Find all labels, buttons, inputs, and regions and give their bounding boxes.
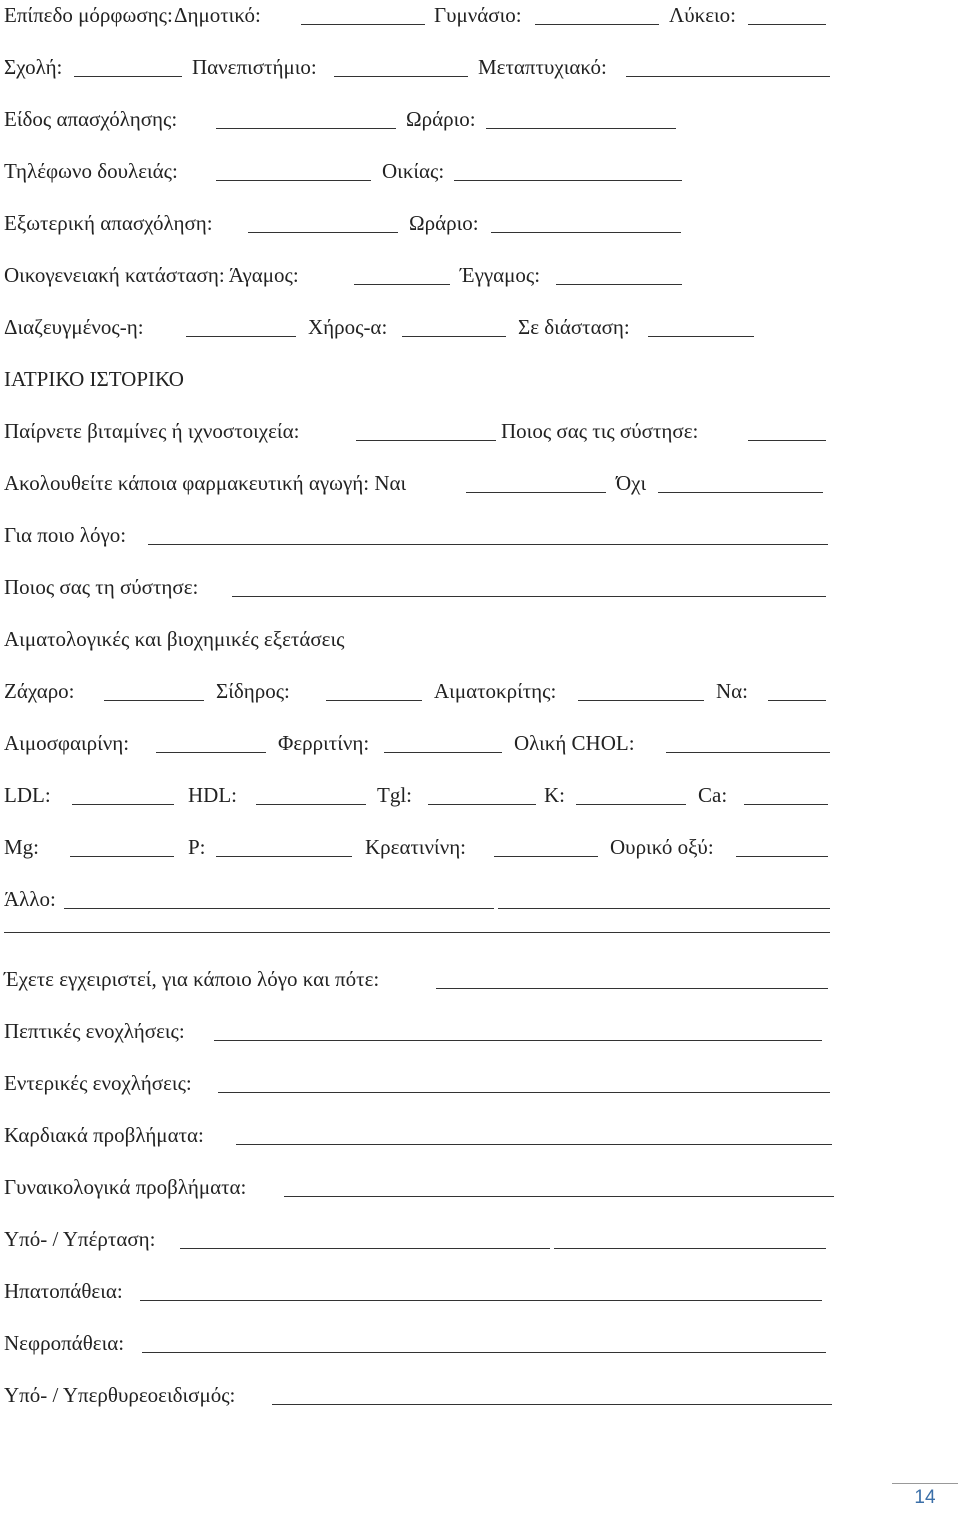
external-job-hours-label: Ωράριο:	[409, 211, 479, 235]
widowed-label: Χήρος-α:	[308, 315, 388, 339]
employment-hours-field[interactable]	[486, 128, 676, 129]
magnesium-label: Mg:	[4, 835, 40, 859]
liver-field[interactable]	[140, 1300, 822, 1301]
other-label: Άλλο:	[4, 887, 56, 911]
primary-field[interactable]	[301, 24, 425, 25]
phosphorus-label: P:	[188, 835, 206, 859]
recommended-label: Ποιος σας τη σύστησε:	[4, 575, 199, 599]
tgl-label: Tgl:	[377, 783, 412, 807]
employment-type-label: Είδος απασχόλησης:	[4, 107, 178, 131]
surgery-label: Έχετε εγχειριστεί, για κάποιο λόγο και πότε:	[4, 967, 380, 991]
married-label: Έγγαμος:	[460, 263, 541, 287]
potassium-label: K:	[544, 783, 565, 807]
cardiac-label: Καρδιακά προβλήματα:	[4, 1123, 204, 1147]
divorced-field[interactable]	[186, 336, 296, 337]
cardiac-field[interactable]	[236, 1144, 832, 1145]
ferritin-field[interactable]	[384, 752, 502, 753]
tgl-field[interactable]	[428, 804, 536, 805]
calcium-field[interactable]	[744, 804, 828, 805]
intestinal-label: Εντερικές ενοχλήσεις:	[4, 1071, 192, 1095]
separated-field[interactable]	[648, 336, 754, 337]
thyroid-field[interactable]	[272, 1404, 832, 1405]
hypertension-field-extra[interactable]	[554, 1248, 826, 1249]
education-label: Επίπεδο μόρφωσης:	[4, 3, 173, 27]
surgery-field[interactable]	[436, 988, 828, 989]
other-field[interactable]	[64, 908, 494, 909]
hematocrit-label: Αιματοκρίτης:	[434, 679, 557, 703]
phosphorus-field[interactable]	[216, 856, 352, 857]
lyceum-label: Λύκειο:	[669, 3, 737, 27]
medication-label: Ακολουθείτε κάποια φαρμακευτική αγωγή: Ναι	[4, 471, 407, 495]
uric-acid-field[interactable]	[736, 856, 828, 857]
hdl-field[interactable]	[256, 804, 366, 805]
employment-hours-label: Ωράριο:	[406, 107, 476, 131]
reason-label: Για ποιο λόγο:	[4, 523, 127, 547]
potassium-field[interactable]	[576, 804, 686, 805]
other-field-extra[interactable]	[498, 908, 830, 909]
married-field[interactable]	[556, 284, 682, 285]
kidney-field[interactable]	[142, 1352, 826, 1353]
vitamins-field[interactable]	[356, 440, 496, 441]
page-number: 14	[914, 1487, 936, 1508]
gymnasium-label: Γυμνάσιο:	[434, 3, 522, 27]
primary-label: Δημοτικό:	[174, 3, 261, 27]
blood-tests-heading: Αιματολογικές και βιοχημικές εξετάσεις	[4, 627, 345, 651]
external-job-hours-field[interactable]	[491, 232, 681, 233]
sugar-field[interactable]	[104, 700, 204, 701]
sodium-label: Να:	[716, 679, 749, 703]
medication-no-field[interactable]	[658, 492, 823, 493]
postgraduate-field[interactable]	[626, 76, 830, 77]
digestive-field[interactable]	[214, 1040, 822, 1041]
marital-label: Οικογενειακή κατάσταση: Άγαμος:	[4, 263, 299, 287]
hemoglobin-field[interactable]	[156, 752, 266, 753]
work-phone-field[interactable]	[216, 180, 371, 181]
ldl-field[interactable]	[72, 804, 174, 805]
ldl-label: LDL:	[4, 783, 51, 807]
vitamins-recommended-label: Ποιος σας τις σύστησε:	[501, 419, 699, 443]
divorced-label: Διαζευγμένος-η:	[4, 315, 144, 339]
external-job-label: Εξωτερική απασχόληση:	[4, 211, 213, 235]
work-phone-label: Τηλέφωνο δουλειάς:	[4, 159, 178, 183]
intestinal-field[interactable]	[218, 1092, 830, 1093]
school-label: Σχολή:	[4, 55, 63, 79]
thyroid-label: Υπό- / Υπερθυρεοειδισμός:	[4, 1383, 236, 1407]
creatinine-label: Κρεατινίνη:	[365, 835, 467, 859]
home-phone-field[interactable]	[454, 180, 682, 181]
hypertension-field[interactable]	[180, 1248, 550, 1249]
reason-field[interactable]	[148, 544, 828, 545]
gymnasium-field[interactable]	[535, 24, 659, 25]
separated-label: Σε διάσταση:	[518, 315, 630, 339]
medication-no-label: Όχι	[616, 471, 647, 495]
postgraduate-label: Μεταπτυχιακό:	[478, 55, 607, 79]
widowed-field[interactable]	[402, 336, 506, 337]
page-number-rule	[892, 1483, 958, 1484]
vitamins-label: Παίρνετε βιταμίνες ή ιχνοστοιχεία:	[4, 419, 300, 443]
uric-acid-label: Ουρικό οξύ:	[610, 835, 714, 859]
university-label: Πανεπιστήμιο:	[192, 55, 317, 79]
iron-field[interactable]	[326, 700, 422, 701]
iron-label: Σίδηρος:	[216, 679, 290, 703]
university-field[interactable]	[334, 76, 468, 77]
digestive-label: Πεπτικές ενοχλήσεις:	[4, 1019, 185, 1043]
total-chol-field[interactable]	[666, 752, 830, 753]
medical-history-heading: ΙΑΤΡΙΚΟ ΙΣΤΟΡΙΚΟ	[4, 367, 184, 391]
school-field[interactable]	[74, 76, 182, 77]
magnesium-field[interactable]	[70, 856, 174, 857]
lyceum-field[interactable]	[748, 24, 826, 25]
gynecological-field[interactable]	[284, 1196, 834, 1197]
liver-label: Ηπατοπάθεια:	[4, 1279, 123, 1303]
gynecological-label: Γυναικολογικά προβλήματα:	[4, 1175, 247, 1199]
recommended-field[interactable]	[232, 596, 826, 597]
medication-yes-field[interactable]	[466, 492, 606, 493]
calcium-label: Ca:	[698, 783, 728, 807]
external-job-field[interactable]	[248, 232, 398, 233]
sugar-label: Ζάχαρο:	[4, 679, 75, 703]
ferritin-label: Φερριτίνη:	[278, 731, 370, 755]
hematocrit-field[interactable]	[578, 700, 704, 701]
home-phone-label: Οικίας:	[382, 159, 445, 183]
hemoglobin-label: Αιμοσφαιρίνη:	[4, 731, 130, 755]
single-field[interactable]	[354, 284, 450, 285]
hdl-label: HDL:	[188, 783, 237, 807]
other-continuation-field[interactable]	[4, 932, 830, 933]
total-chol-label: Ολική CHOL:	[514, 731, 635, 755]
vitamins-recommended-field[interactable]	[748, 440, 826, 441]
hypertension-label: Υπό- / Υπέρταση:	[4, 1227, 156, 1251]
kidney-label: Νεφροπάθεια:	[4, 1331, 125, 1355]
creatinine-field[interactable]	[494, 856, 598, 857]
sodium-field[interactable]	[768, 700, 826, 701]
employment-type-field[interactable]	[216, 128, 396, 129]
